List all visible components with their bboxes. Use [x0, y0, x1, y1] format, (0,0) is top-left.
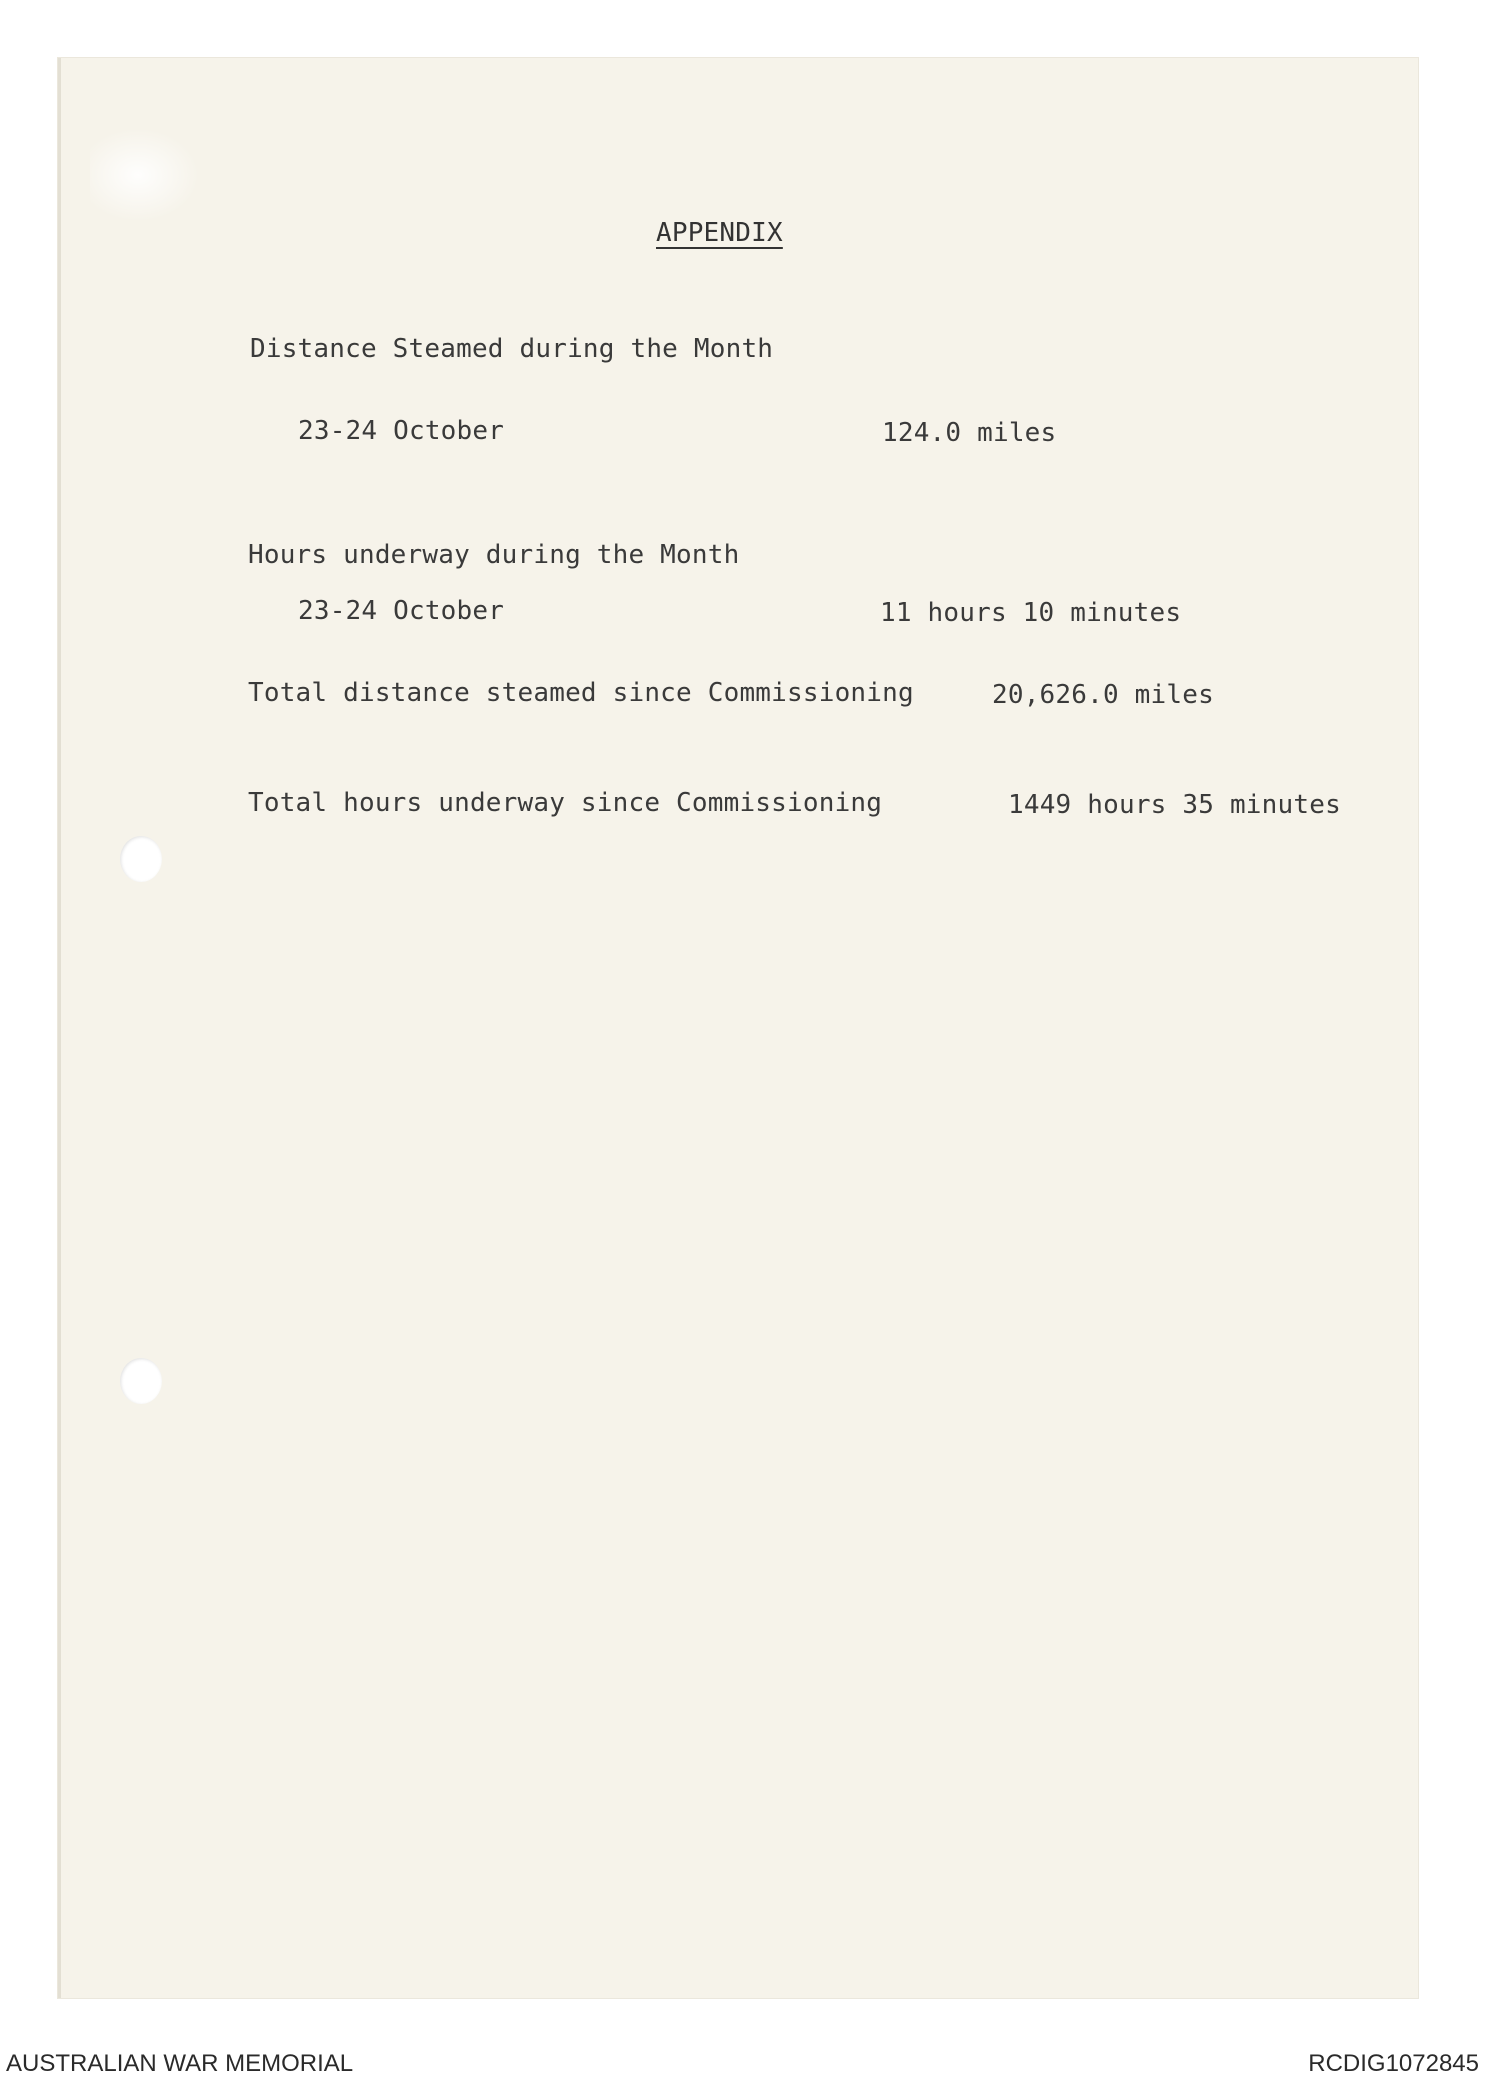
paper-edge: [58, 58, 61, 1998]
total-hours-label: Total hours underway since Commissioning: [248, 788, 883, 818]
total-hours-value: 1449 hours 35 minutes: [1008, 790, 1341, 820]
page-title: APPENDIX: [656, 218, 783, 248]
record-id: RCDIG1072845: [1308, 2050, 1479, 2077]
hours-heading: Hours underway during the Month: [248, 540, 740, 570]
total-distance-value: 20,626.0 miles: [992, 680, 1214, 710]
paper-damage: [90, 120, 210, 230]
distance-heading: Distance Steamed during the Month: [250, 334, 774, 364]
hours-date: 23-24 October: [298, 596, 505, 626]
total-distance-label: Total distance steamed since Commissioning: [248, 678, 914, 708]
punch-hole: [120, 836, 162, 882]
archive-credit: AUSTRALIAN WAR MEMORIAL: [6, 2050, 354, 2077]
punch-hole: [120, 1358, 162, 1404]
hours-value: 11 hours 10 minutes: [880, 598, 1182, 628]
distance-date: 23-24 October: [298, 416, 505, 446]
distance-value: 124.0 miles: [882, 418, 1057, 448]
